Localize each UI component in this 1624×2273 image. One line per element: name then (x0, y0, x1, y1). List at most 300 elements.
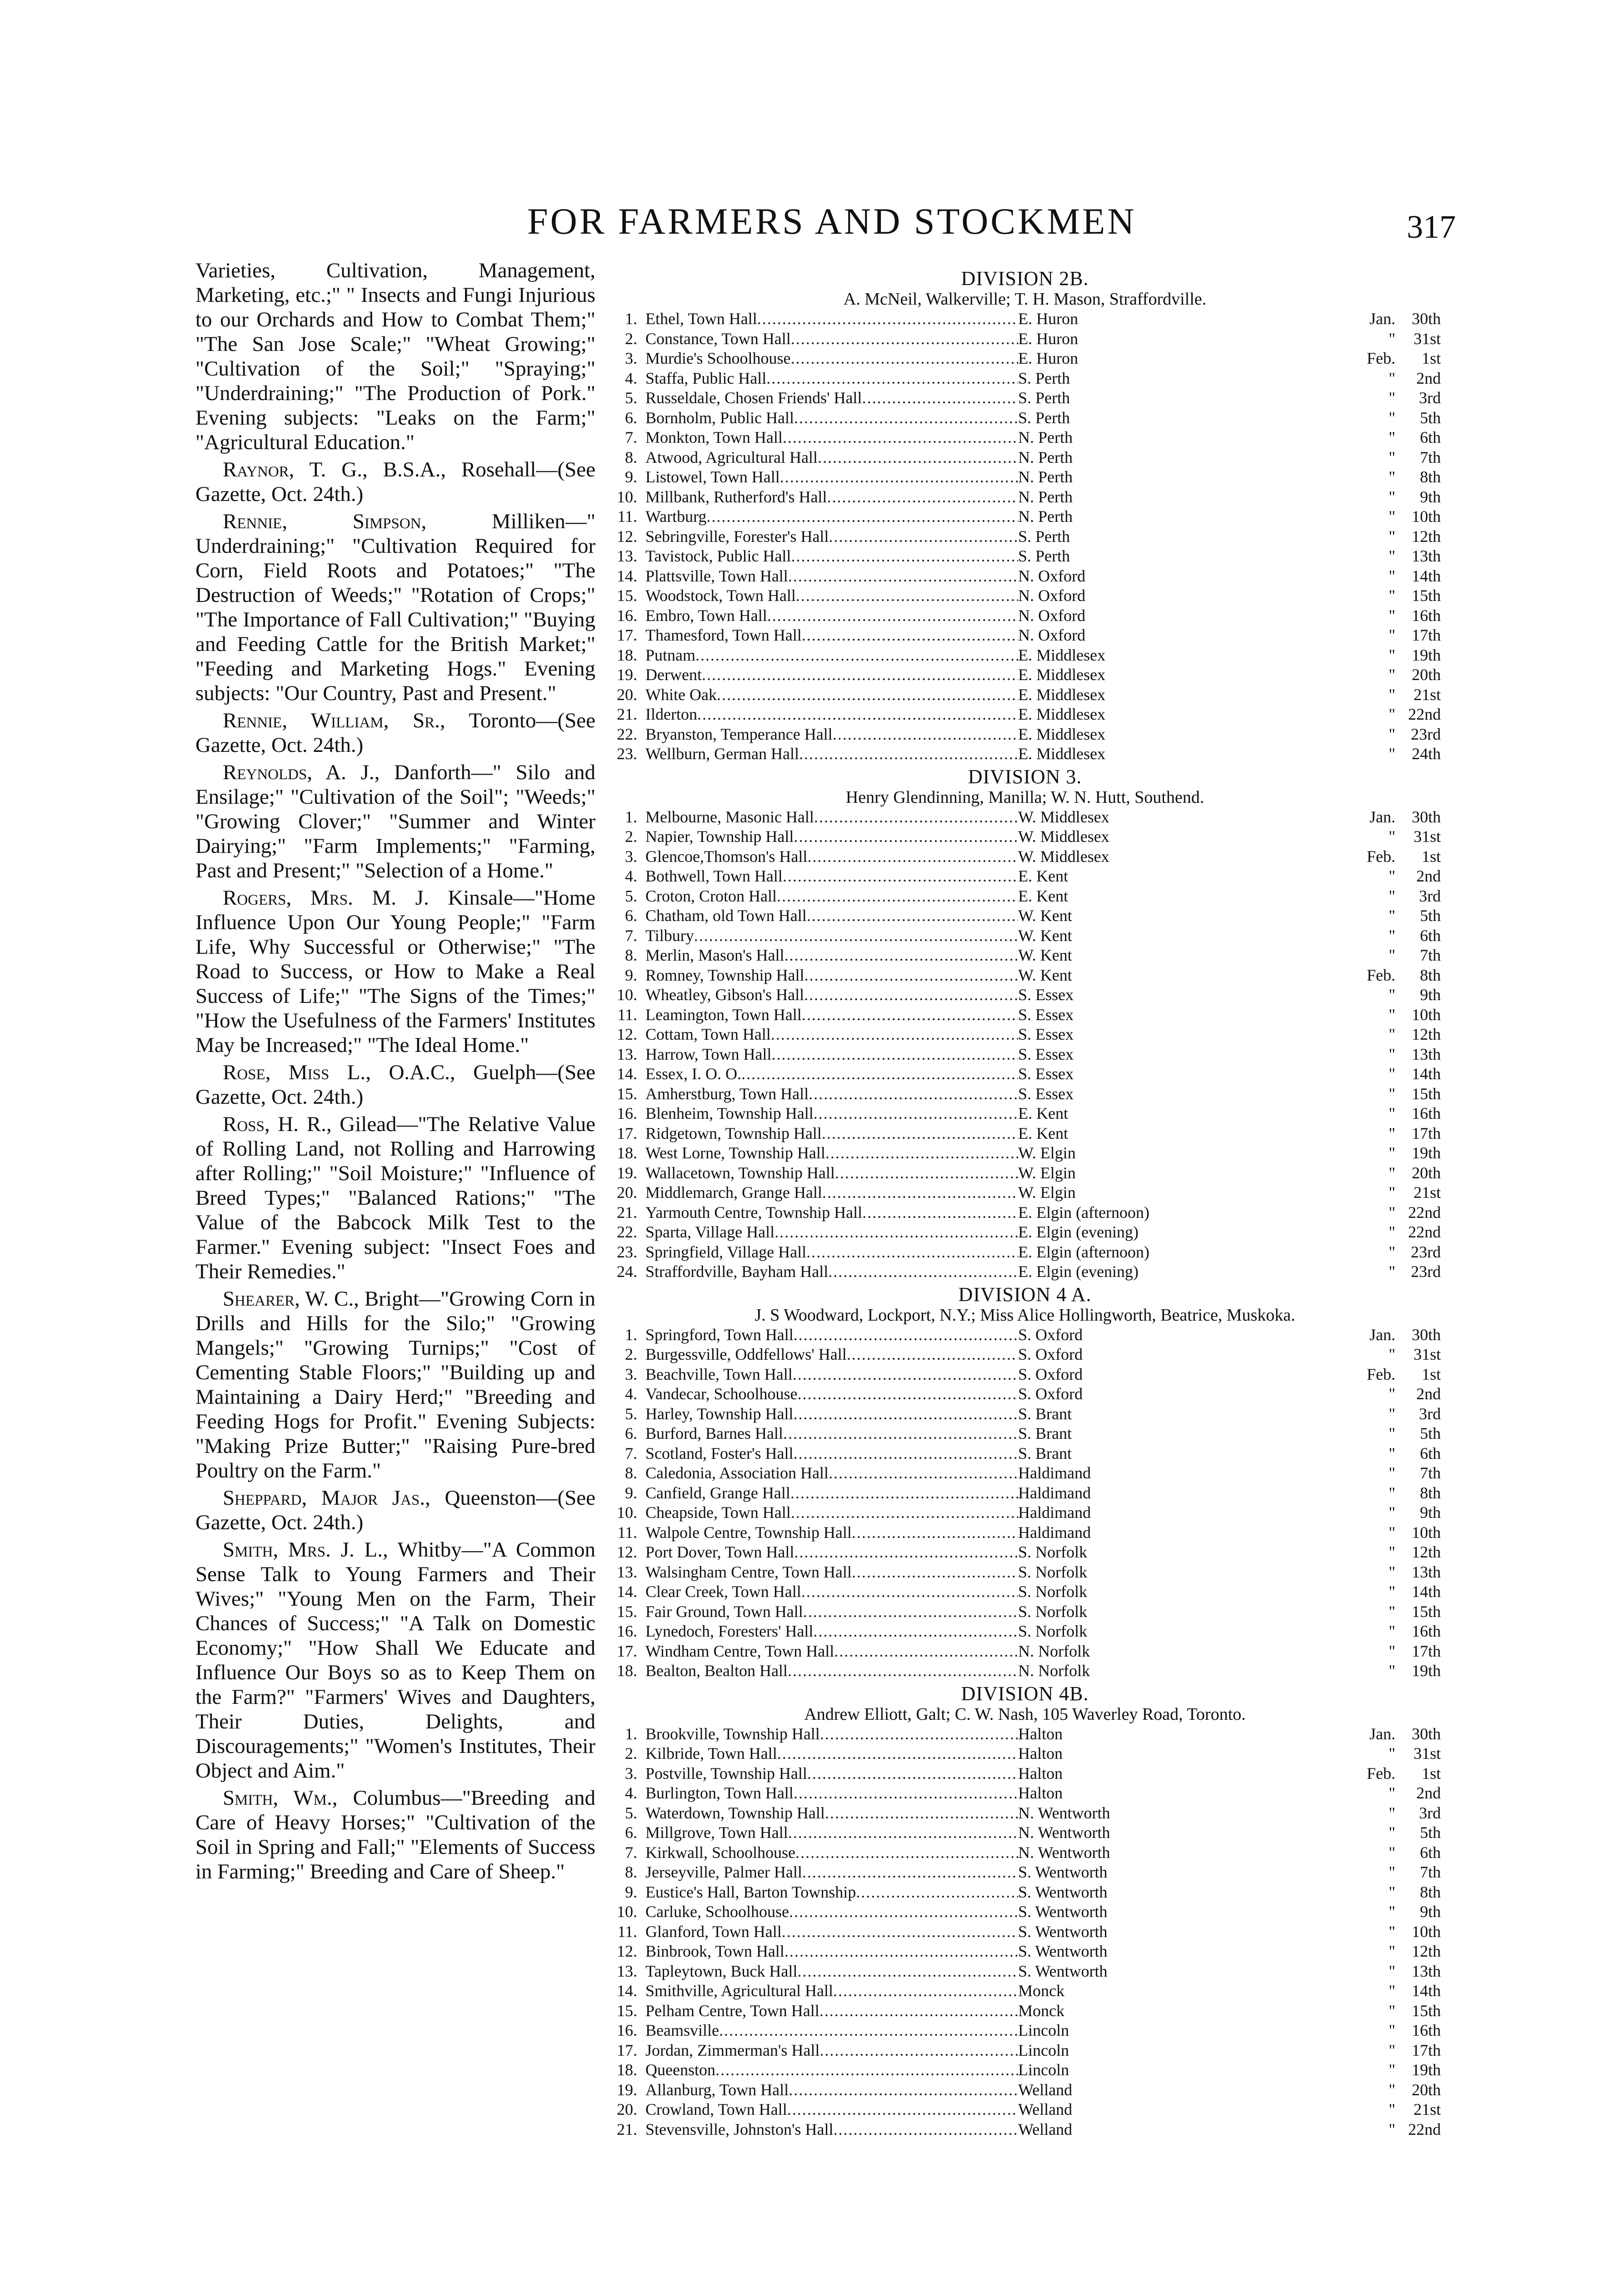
meeting-day: 16th (1411, 2021, 1441, 2039)
meeting-place: Lynedoch, Foresters' Hall (645, 1622, 814, 1640)
dot-leader (852, 1523, 1018, 1543)
meeting-date (1345, 926, 1441, 946)
meeting-month: Jan. (1369, 1325, 1395, 1344)
schedule-row (609, 906, 1441, 926)
riding-name: E. Kent (1018, 1104, 1068, 1122)
meeting-date (1345, 906, 1441, 926)
meeting-day: 20th (1411, 1163, 1441, 1182)
dot-leader (802, 1005, 1018, 1025)
meeting-place: Harley, Township Hall (645, 1404, 794, 1423)
meeting-place: Yarmouth Centre, Township Hall (645, 1203, 863, 1222)
row-number: 20. (617, 1183, 637, 1202)
meeting-place: Murdie's Schoolhouse (645, 349, 791, 367)
dot-leader (788, 1823, 1018, 1843)
meeting-day: 13th (1411, 1045, 1441, 1063)
meeting-day: 13th (1411, 1562, 1441, 1581)
row-number: 21. (617, 705, 637, 723)
row-number: 16. (617, 2021, 637, 2039)
schedule-row (609, 1483, 1441, 1503)
meeting-day: 5th (1419, 408, 1441, 427)
schedule-row (609, 966, 1441, 986)
meeting-month: " (1389, 1982, 1395, 2000)
dot-leader (829, 527, 1018, 547)
meeting-day: 21st (1413, 1183, 1441, 1202)
schedule-row (609, 866, 1441, 886)
riding-name: Haldimand (1018, 1503, 1091, 1522)
meeting-place: Pelham Centre, Town Hall (645, 2001, 819, 2020)
riding-name: E. Huron (1018, 310, 1078, 328)
meeting-place: Wellburn, German Hall (645, 745, 799, 763)
riding-name: S. Brant (1018, 1404, 1072, 1423)
riding-name: S. Perth (1018, 389, 1070, 407)
dot-leader (695, 646, 1018, 666)
riding-name: S. Wentworth (1018, 1903, 1108, 1921)
meeting-date (1345, 1203, 1441, 1223)
meeting-date (1345, 1262, 1441, 1282)
meeting-date (1345, 1902, 1441, 1922)
row-number: 14. (617, 1982, 637, 2000)
riding-name: S. Essex (1018, 1084, 1074, 1103)
meeting-date (1345, 1803, 1441, 1823)
meeting-place: Essex, I. O. O. (645, 1065, 741, 1083)
meeting-month: " (1389, 827, 1395, 846)
meeting-place: Wheatley, Gibson's Hall (645, 986, 805, 1004)
meeting-day: 31st (1413, 827, 1441, 846)
speaker-name: Raynor, T. G., (223, 458, 368, 481)
dot-leader (793, 1444, 1018, 1464)
meeting-day: 10th (1411, 507, 1441, 526)
dot-leader (717, 685, 1018, 705)
dot-leader (788, 1661, 1018, 1681)
meeting-place: Walpole Centre, Township Hall (645, 1523, 852, 1542)
schedule-row (609, 2041, 1441, 2061)
row-number: 13. (617, 547, 637, 565)
riding-name: E. Huron (1018, 349, 1078, 367)
row-number: 1. (625, 310, 637, 328)
schedule-row (609, 408, 1441, 428)
schedule-row (609, 1163, 1441, 1183)
meeting-month: " (1389, 1262, 1395, 1281)
schedule-row (609, 1444, 1441, 1464)
meeting-month: " (1389, 1242, 1395, 1261)
riding-name: S. Norfolk (1018, 1543, 1087, 1561)
meeting-day: 5th (1419, 906, 1441, 925)
row-number: 22. (617, 725, 637, 743)
dot-leader (794, 1542, 1018, 1562)
riding-name: E. Kent (1018, 1124, 1068, 1142)
meeting-date (1345, 2001, 1441, 2021)
meeting-place: Tavistock, Public Hall (645, 547, 791, 565)
meeting-date (1345, 1823, 1441, 1843)
meeting-month: " (1389, 1444, 1395, 1462)
schedule-row (609, 685, 1441, 705)
meeting-day: 22nd (1408, 2120, 1441, 2138)
dot-leader (793, 1404, 1018, 1424)
riding-name: N. Perth (1018, 487, 1073, 506)
meeting-month: " (1389, 1503, 1395, 1522)
schedule-row (609, 2120, 1441, 2140)
meeting-month: " (1389, 1404, 1395, 1423)
riding-name: S. Essex (1018, 1025, 1074, 1043)
meeting-place: Melbourne, Masonic Hall (645, 807, 814, 826)
meeting-month: Jan. (1369, 310, 1395, 328)
meeting-date (1345, 1562, 1441, 1582)
entry-text: Toronto—(See Gazette, Oct. 24th.) (195, 709, 595, 757)
meeting-date (1345, 566, 1441, 586)
meeting-date (1345, 1764, 1441, 1784)
meeting-day: 15th (1411, 1602, 1441, 1621)
entry-text: Whitby—"A Common Sense Talk to Young Farmers and Their Wives;" "Young Men on the Farm, Their Chances of Success;" "A Talk on Domestic Economy;" "How Shall We Educate and Influence Our Boys so as to Keep Them on the Farm?" "Farmers' Wives and Daughters, Their Duties, Delights, and Discouragements;" "Women's Institutes, Their Object and Aim." (195, 1538, 595, 1782)
dot-leader (806, 1242, 1018, 1262)
meeting-day: 22nd (1408, 1223, 1441, 1241)
meeting-month: " (1389, 1523, 1395, 1542)
entry-text: O.A.C., Guelph—(See Gazette, Oct. 24th.) (195, 1061, 595, 1109)
meeting-month: " (1389, 1345, 1395, 1363)
row-number: 19. (617, 666, 637, 684)
riding-name: W. Kent (1018, 906, 1072, 925)
schedule-row (609, 1005, 1441, 1025)
schedule-row (609, 369, 1441, 389)
dot-leader (818, 448, 1018, 468)
row-number: 23. (617, 745, 637, 763)
schedule-row (609, 1622, 1441, 1642)
riding-name: S. Norfolk (1018, 1622, 1087, 1640)
dot-leader (767, 606, 1018, 626)
row-number: 6. (625, 1823, 637, 1842)
meeting-month: " (1389, 487, 1395, 506)
riding-name: Haldimand (1018, 1464, 1091, 1482)
dot-leader (783, 866, 1018, 886)
meeting-month: " (1389, 1942, 1395, 1960)
row-number: 12. (617, 1942, 637, 1960)
dot-leader (827, 487, 1018, 507)
meeting-day: 24th (1411, 745, 1441, 763)
meeting-month: " (1389, 1084, 1395, 1103)
meeting-day: 12th (1411, 1543, 1441, 1561)
meeting-place: Romney, Township Hall (645, 966, 805, 984)
meeting-place: Walsingham Centre, Town Hall (645, 1562, 852, 1581)
schedule-row (609, 586, 1441, 606)
meeting-month: " (1389, 886, 1395, 905)
meeting-month: " (1389, 1183, 1395, 1202)
meeting-date (1345, 2100, 1441, 2120)
meeting-date (1345, 946, 1441, 966)
row-number: 5. (625, 389, 637, 407)
meeting-date (1345, 2041, 1441, 2061)
row-number: 1. (625, 1325, 637, 1344)
meeting-month: " (1389, 2021, 1395, 2039)
schedule-row (609, 1222, 1441, 1242)
meeting-place: Brookville, Township Hall (645, 1724, 820, 1743)
meeting-place: Postville, Township Hall (645, 1764, 807, 1782)
row-number: 3. (625, 847, 637, 866)
dot-leader (802, 1862, 1018, 1882)
meeting-place: Middlemarch, Grange Hall (645, 1183, 822, 1202)
meeting-place: Wartburg (645, 507, 707, 526)
meeting-month: " (1389, 745, 1395, 763)
dot-leader (706, 507, 1018, 527)
meeting-date (1345, 1744, 1441, 1764)
division-speakers: Henry Glendinning, Manilla; W. N. Hutt, Southend. (845, 787, 1204, 807)
riding-name: W. Elgin (1018, 1163, 1076, 1182)
dot-leader (789, 2080, 1018, 2100)
meeting-day: 21st (1413, 2100, 1441, 2118)
schedule-row (609, 1562, 1441, 1582)
entry-paragraph (195, 1287, 595, 1483)
meeting-day: 15th (1411, 586, 1441, 605)
schedule-row (609, 1262, 1441, 1282)
meeting-month: " (1389, 1203, 1395, 1222)
meeting-date (1345, 744, 1441, 764)
entry-text: Columbus—"Breeding and Care of Heavy Horses;" "Cultivation of the Soil in Spring and Fall;" "Elements of Success in Farming;" Breeding and Care of Sheep." (195, 1786, 595, 1883)
schedule-row (609, 985, 1441, 1005)
schedule-row (609, 1724, 1441, 1744)
meeting-place: Binbrook, Town Hall (645, 1942, 785, 1960)
meeting-day: 17th (1411, 1124, 1441, 1142)
meeting-day: 6th (1419, 428, 1441, 446)
row-number: 13. (617, 1962, 637, 1980)
meeting-date (1345, 1523, 1441, 1543)
meeting-date (1345, 1882, 1441, 1903)
meeting-month: " (1389, 646, 1395, 664)
entry-text: Gilead—"The Relative Value of Rolling Land, not Rolling and Harrowing after Rolling;" "Soil Moisture;" "Influence of Breed Types;" "Balanced Rations;" "The Value of the Babcock Milk Test to the Farmer." Evening subject: "Insect Foes and Their Remedies." (195, 1112, 595, 1283)
page-header (0, 195, 1624, 250)
meeting-month: " (1389, 389, 1395, 407)
meeting-month: " (1389, 329, 1395, 348)
schedule-row (609, 1523, 1441, 1543)
meeting-month: Feb. (1367, 847, 1395, 866)
meeting-day: 19th (1411, 1144, 1441, 1162)
meeting-day: 20th (1411, 666, 1441, 684)
row-number: 4. (625, 1784, 637, 1802)
dot-leader (822, 1124, 1018, 1144)
meeting-day: 5th (1419, 1424, 1441, 1442)
riding-name: W. Kent (1018, 946, 1072, 964)
dot-leader (807, 847, 1018, 867)
row-number: 4. (625, 867, 637, 885)
meeting-date (1345, 1642, 1441, 1662)
meeting-date (1345, 1005, 1441, 1025)
meeting-day: 1st (1421, 847, 1441, 866)
meeting-place: Leamington, Town Hall (645, 1005, 802, 1024)
meeting-date (1345, 1345, 1441, 1365)
meeting-date (1345, 527, 1441, 547)
row-number: 2. (625, 827, 637, 846)
schedule-row (609, 2060, 1441, 2080)
schedule-row (609, 606, 1441, 626)
meeting-place: Ridgetown, Township Hall (645, 1124, 822, 1142)
schedule-row (609, 1104, 1441, 1124)
riding-name: W. Elgin (1018, 1144, 1076, 1162)
riding-name: Lincoln (1018, 2021, 1069, 2039)
dot-leader (807, 906, 1018, 926)
schedule-row (609, 2080, 1441, 2100)
meeting-place: Derwent (645, 666, 702, 684)
dot-leader (719, 2021, 1018, 2041)
meeting-date (1345, 1463, 1441, 1483)
schedule-row (609, 1345, 1441, 1365)
row-number: 21. (617, 2120, 637, 2138)
row-number: 7. (625, 1843, 637, 1862)
schedule-row (609, 1084, 1441, 1104)
row-number: 3. (625, 349, 637, 367)
schedule-row (609, 946, 1441, 966)
meeting-day: 30th (1411, 310, 1441, 328)
meeting-month: Feb. (1367, 966, 1395, 984)
riding-name: N. Perth (1018, 468, 1073, 486)
meeting-month: " (1389, 1843, 1395, 1862)
schedule-row (609, 1143, 1441, 1163)
dot-leader (766, 369, 1018, 389)
meeting-date (1345, 1444, 1441, 1464)
meeting-day: 3rd (1419, 886, 1441, 905)
meeting-date (1345, 507, 1441, 527)
dot-leader (825, 1143, 1018, 1163)
meeting-date (1345, 1922, 1441, 1942)
row-number: 9. (625, 1882, 637, 1901)
riding-name: E. Elgin (evening) (1018, 1262, 1139, 1281)
meeting-month: " (1389, 448, 1395, 466)
speaker-name: Rennie, Simpson, (223, 510, 427, 533)
meeting-day: 16th (1411, 1622, 1441, 1640)
meeting-date (1345, 467, 1441, 487)
dot-leader (775, 1222, 1018, 1242)
dot-leader (796, 586, 1018, 606)
meeting-date (1345, 349, 1441, 369)
entry-paragraph (195, 1486, 595, 1535)
schedule-row (609, 1203, 1441, 1223)
row-number: 14. (617, 1065, 637, 1083)
riding-name: S. Essex (1018, 986, 1074, 1004)
meeting-day: 31st (1413, 1744, 1441, 1762)
meeting-day: 19th (1411, 1662, 1441, 1680)
schedule-row (609, 1384, 1441, 1404)
row-number: 10. (617, 986, 637, 1004)
schedule-row (609, 388, 1441, 408)
row-number: 20. (617, 685, 637, 704)
schedule-row (609, 847, 1441, 867)
dot-leader (820, 1724, 1018, 1744)
riding-name: W. Elgin (1018, 1183, 1076, 1202)
meeting-date (1345, 1183, 1441, 1203)
meeting-day: 23rd (1411, 1262, 1441, 1281)
meeting-day: 17th (1411, 2041, 1441, 2059)
dot-leader (777, 886, 1018, 906)
meeting-month: " (1389, 547, 1395, 565)
schedule-row (609, 1424, 1441, 1444)
row-number: 11. (617, 1005, 637, 1024)
meeting-day: 2nd (1416, 369, 1441, 387)
meeting-place: Crowland, Town Hall (645, 2100, 787, 2118)
schedule-row (609, 1922, 1441, 1942)
division-title: DIVISION 4 A. (958, 1283, 1092, 1306)
dot-leader (794, 1783, 1018, 1803)
meeting-day: 9th (1419, 487, 1441, 506)
meeting-day: 12th (1411, 527, 1441, 546)
riding-name: S. Perth (1018, 547, 1070, 565)
meeting-day: 16th (1411, 1104, 1441, 1122)
row-number: 3. (625, 1764, 637, 1782)
meeting-month: Jan. (1369, 807, 1395, 826)
meeting-date (1345, 369, 1441, 389)
dot-leader (801, 1582, 1018, 1602)
meeting-place: Sparta, Village Hall (645, 1223, 775, 1241)
meeting-month: " (1389, 1065, 1395, 1083)
row-number: 13. (617, 1562, 637, 1581)
schedule-row (609, 546, 1441, 566)
meeting-month: " (1389, 369, 1395, 387)
schedule-row (609, 329, 1441, 349)
schedule-row (609, 1242, 1441, 1262)
meeting-place: Bryanston, Temperance Hall (645, 725, 833, 743)
meeting-place: Beachville, Town Hall (645, 1365, 793, 1383)
riding-name: S. Perth (1018, 527, 1070, 546)
meeting-date (1345, 1503, 1441, 1523)
meeting-month: " (1389, 725, 1395, 743)
meeting-place: Burford, Barnes Hall (645, 1424, 783, 1442)
dot-leader (793, 1365, 1018, 1385)
row-number: 8. (625, 1863, 637, 1881)
meeting-day: 12th (1411, 1942, 1441, 1960)
meeting-date (1345, 448, 1441, 468)
meeting-date (1345, 847, 1441, 867)
meeting-date (1345, 408, 1441, 428)
riding-name: S. Norfolk (1018, 1602, 1087, 1621)
riding-name: N. Norfolk (1018, 1662, 1090, 1680)
meeting-month: " (1389, 2001, 1395, 2020)
schedule-row (609, 1942, 1441, 1962)
row-number: 1. (625, 1724, 637, 1743)
meeting-place: Tilbury (645, 926, 694, 945)
row-number: 5. (625, 1404, 637, 1423)
meeting-month: " (1389, 1223, 1395, 1241)
riding-name: S. Wentworth (1018, 1863, 1108, 1881)
dot-leader (791, 546, 1018, 566)
riding-name: N. Oxford (1018, 586, 1085, 605)
meeting-place: Millbank, Rutherford's Hall (645, 487, 827, 506)
schedule-row (609, 1404, 1441, 1424)
dot-leader (852, 1562, 1018, 1582)
meeting-place: Harrow, Town Hall (645, 1045, 772, 1063)
entry-text: Queenston—(See Gazette, Oct. 24th.) (195, 1486, 596, 1534)
riding-name: Welland (1018, 2080, 1073, 2099)
schedule-row (609, 1602, 1441, 1622)
schedule-row (609, 665, 1441, 685)
dot-leader (702, 665, 1018, 685)
meeting-date (1345, 1384, 1441, 1404)
row-number: 20. (617, 2100, 637, 2118)
meeting-date (1345, 2021, 1441, 2041)
riding-name: W. Middlesex (1018, 827, 1109, 846)
meeting-place: Cheapside, Town Hall (645, 1503, 791, 1522)
entry-paragraph (195, 760, 595, 883)
dot-leader (819, 2001, 1018, 2021)
schedule-row (609, 467, 1441, 487)
meeting-date (1345, 586, 1441, 606)
meeting-place: Burgessville, Oddfellows' Hall (645, 1345, 847, 1363)
division-section (609, 268, 1441, 764)
row-number: 11. (617, 507, 637, 526)
riding-name: E. Middlesex (1018, 705, 1105, 723)
dot-leader (829, 1463, 1018, 1483)
meeting-place: Jerseyville, Palmer Hall (645, 1863, 802, 1881)
entry-paragraph (195, 1060, 595, 1109)
dot-leader (795, 1843, 1018, 1863)
meeting-date (1345, 309, 1441, 329)
meeting-month: " (1389, 1385, 1395, 1403)
row-number: 4. (625, 369, 637, 387)
meeting-date (1345, 2120, 1441, 2140)
